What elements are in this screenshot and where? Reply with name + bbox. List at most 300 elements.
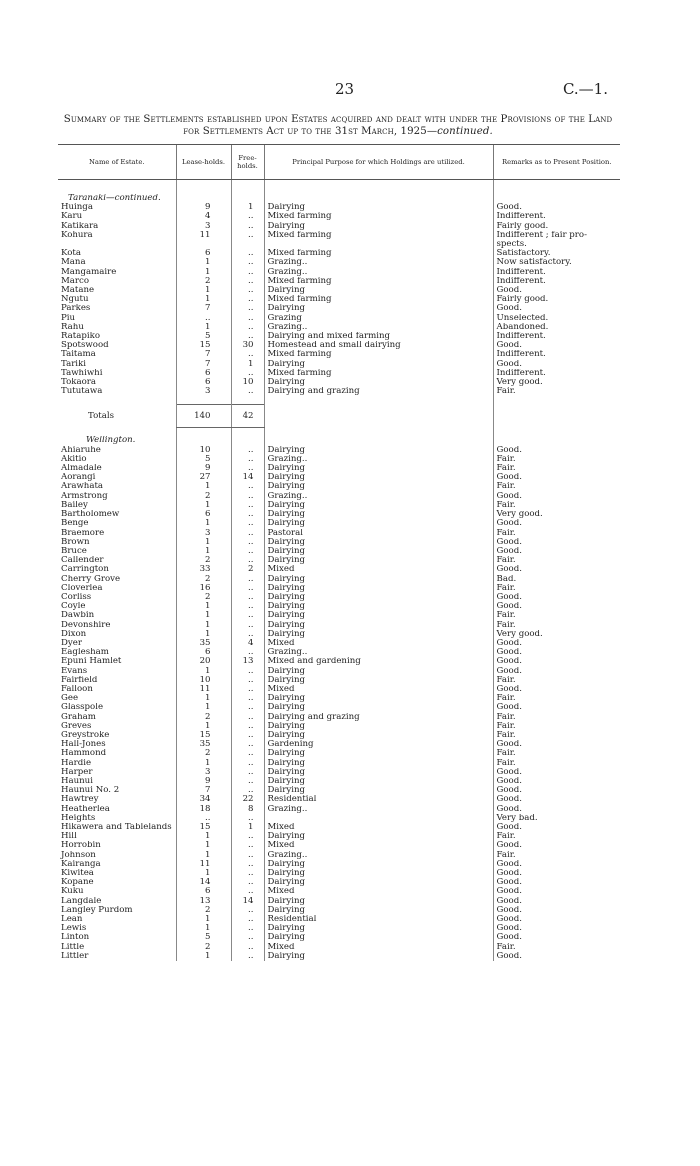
- purpose-value: Mixed farming: [264, 369, 493, 378]
- purpose-value: Dairying and mixed farming: [264, 332, 493, 341]
- table-row: [58, 667, 620, 676]
- purpose-value: Dairying: [264, 519, 493, 528]
- purpose-value: Dairying: [264, 501, 493, 510]
- purpose-value: Dairying: [264, 933, 493, 942]
- estate-name: Littler: [61, 951, 89, 961]
- table-row: [58, 492, 620, 501]
- table-row: [58, 240, 620, 249]
- freeholds-value: ..: [231, 648, 264, 657]
- leaseholds-value: 7: [176, 304, 231, 313]
- estate-name: Dixon: [61, 629, 87, 639]
- remarks-value: Good.: [493, 933, 620, 942]
- table-row: [58, 869, 620, 878]
- table-row: [58, 446, 620, 455]
- freeholds-value: ..: [231, 249, 264, 258]
- estate-name: Falloon: [61, 684, 93, 694]
- leaseholds-value: 2: [176, 593, 231, 602]
- table-row: [58, 203, 620, 212]
- estate-name: Eaglesham: [61, 648, 109, 658]
- freeholds-value: ..: [231, 231, 264, 240]
- freeholds-value: ..: [231, 258, 264, 267]
- leaseholds-value: 16: [176, 584, 231, 593]
- purpose-value: Dairying: [264, 694, 493, 703]
- leaseholds-value: 1: [176, 703, 231, 712]
- remarks-value: Satisfactory.: [493, 249, 620, 258]
- purpose-value: [264, 240, 493, 249]
- estate-name: Mangamaire: [61, 267, 117, 277]
- purpose-value: Dairying: [264, 575, 493, 584]
- leaseholds-value: 35: [176, 639, 231, 648]
- estate-name: Evans: [61, 666, 88, 676]
- remarks-value: Indifferent.: [493, 212, 620, 221]
- freeholds-value: 1: [231, 360, 264, 369]
- table-row: [58, 887, 620, 896]
- estate-name: Coyle: [61, 602, 86, 612]
- estate-name: Johnson: [61, 850, 96, 860]
- table-row: [58, 648, 620, 657]
- remarks-value: Indifferent.: [493, 277, 620, 286]
- totals-row: [58, 405, 620, 428]
- remarks-value: Good.: [493, 740, 620, 749]
- leaseholds-value: 15: [176, 823, 231, 832]
- estate-name: Graham: [61, 712, 96, 722]
- estate-name: Corliss: [61, 592, 92, 602]
- estate-name: Greystroke: [61, 730, 110, 740]
- purpose-value: Mixed and gardening: [264, 657, 493, 666]
- table-row: [58, 621, 620, 630]
- table-row: [58, 814, 620, 823]
- estate-name: Harper: [61, 767, 93, 777]
- estate-name: Dyer: [61, 638, 82, 648]
- table-row: [58, 676, 620, 685]
- remarks-value: Fair.: [493, 731, 620, 740]
- remarks-value: Good.: [493, 341, 620, 350]
- table-row: [58, 657, 620, 666]
- section-heading: Wellington.: [86, 436, 136, 446]
- purpose-value: Dairying: [264, 464, 493, 473]
- estate-name: Aorangi: [61, 473, 96, 483]
- freeholds-value: 8: [231, 805, 264, 814]
- table-row: [58, 332, 620, 341]
- purpose-value: Dairying: [264, 360, 493, 369]
- table-row: [58, 694, 620, 703]
- estate-name: Little: [61, 942, 85, 952]
- estate-name: Tokaora: [61, 378, 96, 388]
- freeholds-value: ..: [231, 832, 264, 841]
- leaseholds-value: 6: [176, 369, 231, 378]
- leaseholds-value: 10: [176, 446, 231, 455]
- table-header-row: [58, 145, 620, 180]
- section-heading-wellington: [58, 436, 620, 445]
- table-row: [58, 878, 620, 887]
- remarks-value: Good.: [493, 286, 620, 295]
- estate-name: [58, 240, 176, 249]
- leaseholds-value: 1: [176, 538, 231, 547]
- table-row: [58, 519, 620, 528]
- freeholds-value: 10: [231, 378, 264, 387]
- remarks-value: Good.: [493, 795, 620, 804]
- freeholds-value: ..: [231, 593, 264, 602]
- table-row: [58, 860, 620, 869]
- estate-name: Linton: [61, 933, 90, 943]
- leaseholds-value: 1: [176, 924, 231, 933]
- estate-name: Hammond: [61, 749, 107, 759]
- leaseholds-value: 1: [176, 621, 231, 630]
- table-row: [58, 703, 620, 712]
- col-header-freeholds: Free-holds.: [231, 145, 264, 180]
- purpose-value: Dairying: [264, 482, 493, 491]
- page-reference: C.—1.: [562, 80, 608, 98]
- estate-name: Tututawa: [61, 387, 103, 397]
- table-row: [58, 805, 620, 814]
- leaseholds-value: 5: [176, 455, 231, 464]
- estate-name: Horrobin: [61, 841, 101, 851]
- remarks-value: Good.: [493, 602, 620, 611]
- purpose-value: Grazing..: [264, 258, 493, 267]
- purpose-value: Dairying: [264, 952, 493, 961]
- remarks-value: Abandoned.: [493, 323, 620, 332]
- leaseholds-value: 1: [176, 268, 231, 277]
- purpose-value: Dairying: [264, 924, 493, 933]
- remarks-value: Fairly good.: [493, 222, 620, 231]
- leaseholds-value: 1: [176, 602, 231, 611]
- leaseholds-value: 15: [176, 341, 231, 350]
- page-number: 23: [335, 80, 355, 98]
- purpose-value: Dairying: [264, 538, 493, 547]
- remarks-value: Now satisfactory.: [493, 258, 620, 267]
- leaseholds-value: 7: [176, 350, 231, 359]
- freeholds-value: ..: [231, 915, 264, 924]
- remarks-value: Fair.: [493, 387, 620, 396]
- totals-remarks-empty: [493, 405, 620, 428]
- estate-name: Bruce: [61, 546, 87, 556]
- purpose-value: Dairying: [264, 878, 493, 887]
- leaseholds-value: 1: [176, 286, 231, 295]
- freeholds-value: ..: [231, 621, 264, 630]
- remarks-value: Fair.: [493, 694, 620, 703]
- freeholds-value: ..: [231, 350, 264, 359]
- leaseholds-value: 1: [176, 630, 231, 639]
- leaseholds-value: 2: [176, 492, 231, 501]
- leaseholds-value: 14: [176, 878, 231, 887]
- freeholds-value: ..: [231, 212, 264, 221]
- table-row: [58, 777, 620, 786]
- table-row: [58, 685, 620, 694]
- remarks-value: Very good.: [493, 378, 620, 387]
- remarks-value: Indifferent.: [493, 350, 620, 359]
- table-row: [58, 575, 620, 584]
- remarks-value: Good.: [493, 878, 620, 887]
- freeholds-value: ..: [231, 731, 264, 740]
- purpose-value: Dairying: [264, 611, 493, 620]
- leaseholds-value: [176, 240, 231, 249]
- remarks-value: Fair.: [493, 501, 620, 510]
- freeholds-value: ..: [231, 703, 264, 712]
- table-row: [58, 314, 620, 323]
- remarks-value: Fair.: [493, 713, 620, 722]
- purpose-value: Mixed: [264, 639, 493, 648]
- remarks-value: Fair.: [493, 464, 620, 473]
- estate-name: Braemore: [61, 528, 105, 538]
- table-row: [58, 464, 620, 473]
- purpose-value: Grazing..: [264, 851, 493, 860]
- leaseholds-value: 1: [176, 611, 231, 620]
- leaseholds-value: 15: [176, 731, 231, 740]
- freeholds-value: ..: [231, 510, 264, 519]
- remarks-value: Fair.: [493, 759, 620, 768]
- remarks-value: Good.: [493, 860, 620, 869]
- leaseholds-value: 3: [176, 529, 231, 538]
- remarks-value: Good.: [493, 897, 620, 906]
- table-row: [58, 258, 620, 267]
- purpose-value: Mixed: [264, 685, 493, 694]
- freeholds-value: ..: [231, 387, 264, 396]
- table-row: [58, 341, 620, 350]
- purpose-value: Grazing..: [264, 492, 493, 501]
- freeholds-value: ..: [231, 323, 264, 332]
- freeholds-value: [231, 240, 264, 249]
- table-row: [58, 897, 620, 906]
- purpose-value: Gardening: [264, 740, 493, 749]
- leaseholds-value: 6: [176, 648, 231, 657]
- estate-name: Hikawera and Tablelands: [61, 823, 172, 832]
- freeholds-value: ..: [231, 841, 264, 850]
- purpose-value: Dairying: [264, 602, 493, 611]
- remarks-value: Good.: [493, 667, 620, 676]
- estate-name: Mana: [61, 258, 86, 268]
- purpose-value: Mixed: [264, 565, 493, 574]
- totals-label: Totals: [88, 410, 114, 421]
- estate-name: Kuku: [61, 887, 84, 897]
- remarks-value: Unselected.: [493, 314, 620, 323]
- document-title: [58, 114, 618, 138]
- remarks-value: Good.: [493, 869, 620, 878]
- estate-name: Ratapiko: [61, 332, 100, 342]
- purpose-value: Dairying: [264, 832, 493, 841]
- table-row: [58, 740, 620, 749]
- purpose-value: Dairying: [264, 759, 493, 768]
- purpose-value: Homestead and small dairying: [264, 341, 493, 350]
- remarks-value: Good.: [493, 648, 620, 657]
- freeholds-value: 4: [231, 639, 264, 648]
- freeholds-value: ..: [231, 777, 264, 786]
- remarks-value: Fair.: [493, 851, 620, 860]
- leaseholds-value: 1: [176, 501, 231, 510]
- table-row: [58, 350, 620, 359]
- purpose-value: Dairying: [264, 203, 493, 212]
- table-row: [58, 295, 620, 304]
- table-row: [58, 786, 620, 795]
- leaseholds-value: 1: [176, 915, 231, 924]
- leaseholds-value: 1: [176, 851, 231, 860]
- leaseholds-value: 9: [176, 203, 231, 212]
- purpose-value: Dairying: [264, 676, 493, 685]
- leaseholds-value: 1: [176, 869, 231, 878]
- estate-name: Matane: [61, 286, 95, 296]
- estate-name: Cloverlea: [61, 583, 103, 593]
- leaseholds-value: 2: [176, 749, 231, 758]
- table-row: [58, 268, 620, 277]
- leaseholds-value: 7: [176, 786, 231, 795]
- table-row: [58, 547, 620, 556]
- purpose-value: Grazing..: [264, 648, 493, 657]
- purpose-value: Dairying: [264, 304, 493, 313]
- freeholds-value: ..: [231, 694, 264, 703]
- leaseholds-value: 9: [176, 464, 231, 473]
- remarks-value: Good.: [493, 473, 620, 482]
- estate-name: Arawhata: [61, 482, 104, 492]
- leaseholds-value: 35: [176, 740, 231, 749]
- estate-name: Akitio: [61, 454, 87, 464]
- spacer-row: [58, 428, 620, 437]
- freeholds-value: ..: [231, 304, 264, 313]
- leaseholds-value: 11: [176, 685, 231, 694]
- leaseholds-value: 6: [176, 887, 231, 896]
- estate-name: Heatherlea: [61, 804, 110, 814]
- table-row: [58, 231, 620, 240]
- freeholds-value: ..: [231, 286, 264, 295]
- freeholds-value: ..: [231, 277, 264, 286]
- purpose-value: Dairying: [264, 556, 493, 565]
- estate-name: Piu: [61, 313, 76, 323]
- freeholds-value: ..: [231, 295, 264, 304]
- remarks-value: Good.: [493, 538, 620, 547]
- leaseholds-value: 1: [176, 295, 231, 304]
- table-row: [58, 841, 620, 850]
- table-row: [58, 611, 620, 620]
- freeholds-value: ..: [231, 722, 264, 731]
- purpose-value: Mixed farming: [264, 249, 493, 258]
- purpose-value: Dairying: [264, 869, 493, 878]
- freeholds-value: ..: [231, 676, 264, 685]
- freeholds-value: ..: [231, 740, 264, 749]
- totals-purpose-empty: [264, 405, 493, 428]
- leaseholds-value: ..: [176, 814, 231, 823]
- freeholds-value: ..: [231, 314, 264, 323]
- estate-name: Hall-Jones: [61, 740, 106, 750]
- remarks-value: Good.: [493, 593, 620, 602]
- freeholds-value: ..: [231, 556, 264, 565]
- estate-name: Haunui No. 2: [61, 786, 120, 796]
- estate-name: Haunui: [61, 776, 93, 786]
- freeholds-value: ..: [231, 943, 264, 952]
- table-row: [58, 722, 620, 731]
- table-row: [58, 906, 620, 915]
- table-row: [58, 249, 620, 258]
- purpose-value: Mixed farming: [264, 350, 493, 359]
- leaseholds-value: 3: [176, 768, 231, 777]
- purpose-value: Dairying: [264, 731, 493, 740]
- purpose-value: Dairying: [264, 378, 493, 387]
- table-row: [58, 565, 620, 574]
- remarks-value: Good.: [493, 823, 620, 832]
- section-heading: Taranaki—continued.: [68, 194, 161, 203]
- remarks-value: Fair.: [493, 584, 620, 593]
- leaseholds-value: 2: [176, 575, 231, 584]
- table-row: [58, 759, 620, 768]
- remarks-value: Good.: [493, 906, 620, 915]
- remarks-value: Good.: [493, 492, 620, 501]
- leaseholds-value: 2: [176, 556, 231, 565]
- purpose-value: Dairying: [264, 860, 493, 869]
- col-header-leaseholds: Lease-holds.: [176, 145, 231, 180]
- table-row: [58, 501, 620, 510]
- leaseholds-value: 34: [176, 795, 231, 804]
- leaseholds-value: 1: [176, 482, 231, 491]
- totals-freeholds: 42: [231, 405, 264, 428]
- estate-name: Ngutu: [61, 295, 89, 305]
- freeholds-value: ..: [231, 575, 264, 584]
- remarks-value: Good.: [493, 446, 620, 455]
- freeholds-value: ..: [231, 952, 264, 961]
- table-row: [58, 369, 620, 378]
- remarks-value: Fairly good.: [493, 295, 620, 304]
- remarks-value: Good.: [493, 360, 620, 369]
- freeholds-value: 14: [231, 473, 264, 482]
- remarks-value: Indifferent.: [493, 268, 620, 277]
- title-main: Summary of the Settlements established upon Estates acquired and dealt with under the Provisions of the Land for Settlements Act up to the 31st March, 1925—: [63, 114, 613, 137]
- freeholds-value: ..: [231, 869, 264, 878]
- freeholds-value: ..: [231, 455, 264, 464]
- leaseholds-value: 6: [176, 378, 231, 387]
- estate-name: Greves: [61, 721, 92, 731]
- remarks-value: Good.: [493, 519, 620, 528]
- freeholds-value: ..: [231, 547, 264, 556]
- table-row: [58, 602, 620, 611]
- purpose-value: Dairying: [264, 722, 493, 731]
- table-row: [58, 924, 620, 933]
- freeholds-value: 30: [231, 341, 264, 350]
- table-row: [58, 529, 620, 538]
- purpose-value: Pastoral: [264, 529, 493, 538]
- leaseholds-value: 18: [176, 805, 231, 814]
- estate-name: Almadale: [61, 464, 102, 474]
- purpose-value: Grazing..: [264, 323, 493, 332]
- remarks-value: Good.: [493, 841, 620, 850]
- table-row: [58, 639, 620, 648]
- remarks-value: Good.: [493, 565, 620, 574]
- freeholds-value: ..: [231, 749, 264, 758]
- leaseholds-value: 2: [176, 713, 231, 722]
- purpose-value: Mixed: [264, 841, 493, 850]
- freeholds-value: ..: [231, 332, 264, 341]
- freeholds-value: ..: [231, 685, 264, 694]
- freeholds-value: ..: [231, 222, 264, 231]
- estate-name: Epuni Hamlet: [61, 657, 122, 667]
- estate-name: Heights: [61, 813, 96, 823]
- estate-name: Kohura: [61, 230, 93, 240]
- leaseholds-value: 1: [176, 519, 231, 528]
- leaseholds-value: 1: [176, 547, 231, 556]
- remarks-value: Fair.: [493, 943, 620, 952]
- leaseholds-value: 1: [176, 258, 231, 267]
- purpose-value: Dairying: [264, 547, 493, 556]
- remarks-value: spects.: [493, 240, 620, 249]
- leaseholds-value: 5: [176, 933, 231, 942]
- freeholds-value: ..: [231, 519, 264, 528]
- freeholds-value: 2: [231, 565, 264, 574]
- estate-name: Bailey: [61, 500, 88, 510]
- remarks-value: Fair.: [493, 832, 620, 841]
- remarks-value: Indifferent ; fair pro-: [493, 231, 620, 240]
- freeholds-value: 1: [231, 203, 264, 212]
- leaseholds-value: 3: [176, 222, 231, 231]
- remarks-value: Good.: [493, 924, 620, 933]
- purpose-value: Dairying: [264, 768, 493, 777]
- leaseholds-value: 2: [176, 277, 231, 286]
- leaseholds-value: 2: [176, 943, 231, 952]
- freeholds-value: ..: [231, 887, 264, 896]
